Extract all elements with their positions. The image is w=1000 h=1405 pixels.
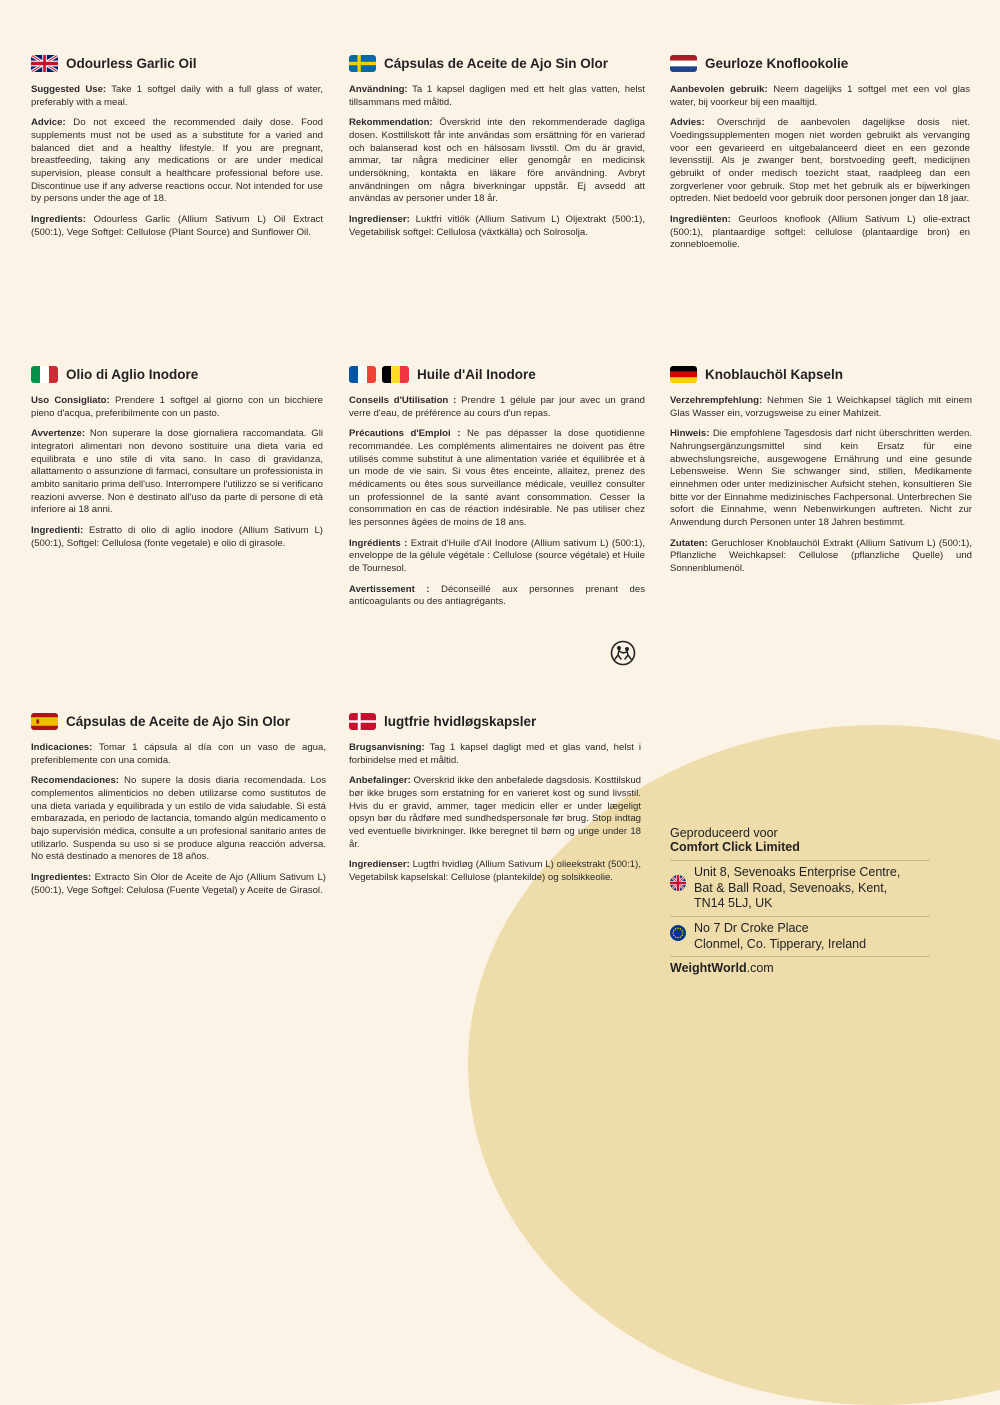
paragraph: Advice: Do not exceed the recommended daily dose. Food supplements must not be used as a substitute for a varied and balanced diet and a healthy lifestyle. If you are pregnant, breastfeeding, taking any medications or are under medical supervision, please consult a healthcare professional before use. Discontinue use if any adverse reactions occur. Not intended for use by persons under the age of 18.: [31, 117, 323, 205]
paragraph: Brugsanvisning: Tag 1 kapsel dagligt med et glas vand, helst i forbindelse med et måltid.: [349, 742, 641, 766]
paragraph: Advies: Overschrijd de aanbevolen dagelijkse dosis niet. Voedingssupplementen mogen niet worden gebruikt als vervanging voor een gevarieerd en uitgebalanceerd dieet en een gezonde levensstijl. Als je zwanger bent, borstvoeding geeft, medicijnen gebruikt of onder medisch toezicht staat, raadpleeg dan een zorgverlener voor gebruik. Stop met het gebruik als er bijwerkingen optreden. Niet bedoeld voor gebruik door personen jonger dan 18 jaar.: [670, 117, 970, 205]
paragraph: Uso Consigliato: Prendere 1 softgel al giorno con un bicchiere pieno d'acqua, preferibilmente con un pasto.: [31, 395, 324, 419]
producer-company: Comfort Click Limited: [670, 840, 800, 854]
section-title: Cápsulas de Aceite de Ajo Sin Olor: [66, 713, 291, 729]
germany-flag-icon: [670, 366, 697, 383]
section-title: Geurloze Knoflookolie: [705, 55, 849, 71]
eu-flag-icon: [670, 925, 686, 941]
address-line: No 7 Dr Croke Place: [694, 920, 809, 935]
paragraph: Ingredienser: Luktfri vitlök (Allium Sativum L) Oljextrakt (500:1), Vegetabilisk softgel: Cellulosa (växtkälla) och Solrosolja.: [349, 213, 645, 238]
paragraph: Recomendaciones: No supere la dosis diaria recomendada. Los complementos alimenticios no deben utilizarse como sustitutos de una dieta variada y equilibrada y un estilo de vida saludable. Si está embarazada, en periodo de lactancia, tomando algún medicamento o bajo supervisión médica, consulte a un profesional sanitario antes de utilizarlo. Suspenda su uso si se produce alguna reacción adversa. No está destinado a menores de 18 años.: [31, 775, 326, 863]
section-it: [31, 363, 323, 558]
paragraph: Suggested Use: Take 1 softgel daily with a full glass of water, preferably with a meal.: [31, 84, 323, 108]
address-line: Clonmel, Co. Tipperary, Ireland: [694, 936, 867, 951]
paragraph: Indicaciones: Tomar 1 cápsula al día con un vaso de agua, preferiblemente con una comida.: [31, 742, 326, 766]
paragraph: Hinweis: Die empfohlene Tagesdosis darf nicht überschritten werden. Nahrungsergänzungsmittel sind kein Ersatz für eine abwechslungsreiche, ausgewogene Ernährung und eine gesunde Lebensweise. Wenn Sie schwanger sind, stillen, Medikamente einnehmen oder unter medizinischer Aufsicht stehen, konsultieren Sie bitte vor der Einnahme medizinisches Fachpersonal. Unterbrechen Sie sofort die Einnahme, wenn Nebenwirkungen auftreten. Nicht zur Anwendung durch Personen unter 18 Jahren bestimmt.: [670, 428, 972, 528]
paragraph: Zutaten: Geruchloser Knoblauchöl Extrakt (Allium Sativum L) (500:1), Pflanzliche Weichkapsel: Cellulose (pflanzliche Quelle) und Sonnenblumenöl.: [670, 537, 972, 574]
paragraph: Användning: Ta 1 kapsel dagligen med ett helt glas vatten, helst tillsammans med måltid.: [349, 84, 645, 108]
address-line: Unit 8, Sevenoaks Enterprise Centre,: [694, 865, 901, 879]
paragraph: Ingredients: Odourless Garlic (Allium Sativum L) Oil Extract (500:1), Vege Softgel: Cellulose (Plant Source) and Sunflower Oil.: [31, 213, 323, 238]
paragraph: Avertissement : Déconseillé aux personnes prenant des anticoagulants ou des antiagrégants.: [349, 583, 646, 608]
section-title: Knoblauchöl Kapseln: [705, 366, 844, 382]
section-nl: [670, 52, 970, 260]
section-title: Huile d'Ail Inodore: [417, 366, 536, 382]
section-de: [670, 363, 972, 584]
section-dk: [349, 710, 641, 893]
address-line: Bat & Ball Road, Sevenoaks, Kent,: [694, 880, 888, 895]
paragraph: Anbefalinger: Overskrid ikke den anbefalede dagsdosis. Kosttilskud bør ikke bruges som erstatning for en varieret kost og sund livsstil. Hvis du er gravid, ammer, tager medicin eller er under lægeligt opsyn bør du rådføre med sundhedspersonale før brug. Stop indtag ved eventuelle bivirkninger. Ikke beregnet til børn og unge under 18 år.: [349, 775, 641, 850]
paragraph: Ingredientes: Extracto Sin Olor de Aceite de Ajo (Allium Sativum L) (500:1), Vege Softgel: Celulosa (Fuente Vegetal) y Aceite de Girasol.: [31, 871, 326, 896]
spain-flag-icon: [31, 713, 58, 730]
paragraph: Conseils d'Utilisation : Prendre 1 gélule par jour avec un grand verre d'eau, de préférence au cours d'un repas.: [349, 395, 646, 419]
section-title: Odourless Garlic Oil: [66, 55, 197, 71]
netherlands-flag-icon: [670, 55, 697, 72]
paragraph: Ingredienser: Lugtfri hvidløg (Allium Sativum L) olieekstrakt (500:1), Vegetabilsk kapselskal: Cellulose (plantekilde) og solsikkeolie.: [349, 859, 641, 883]
france-flag-icon: [349, 366, 376, 383]
section-title: Cápsulas de Aceite de Ajo Sin Olor: [384, 55, 609, 71]
section-uk: [31, 52, 323, 247]
paragraph: Ingrédients : Extrait d'Huile d'Ail Inodore (Allium sativum L) (500:1), enveloppe de la gélule végétale : Cellulose (source végétale) et Huile de Tournesol.: [349, 537, 645, 574]
brand-website: WeightWorld.com: [670, 956, 930, 975]
paragraph: Verzehrempfehlung: Nehmen Sie 1 Weichkapsel täglich mit einem Glas Wasser ein, vorzugsweise zu einer Mahlzeit.: [670, 395, 972, 419]
triman-recycling-icon: [610, 640, 636, 666]
address-line: TN14 5LJ, UK: [694, 896, 773, 911]
uk-flag-icon: [31, 55, 58, 72]
paragraph: Aanbevolen gebruik: Neem dagelijks 1 softgel met een vol glas water, bij voorkeur bij een maaltijd.: [670, 84, 970, 108]
address-ie: [670, 916, 930, 956]
paragraph: Rekommendation: Överskrid inte den rekommenderade dagliga dosen. Kosttillskott får inte användas som ersättning för en varierad och balanserad kost och en hälsosam livsstil. Om du är gravid, ammar, tar några mediciner eller genomgår en medicinsk undersökning, kontakta en läkare före användning. Avbryt användningen om några biverkningar uppstår. Ej avsedd att användas av personer under 18 år.: [349, 117, 645, 205]
section-se: [349, 52, 645, 247]
paragraph: Avvertenze: Non superare la dose giornaliera raccomandata. Gli integratori alimentari non devono sostituire una dieta varia ed equilibrata e uno stile di vita sano. In caso di gravidanza, allattamento o assunzione di farmaci, consultare un professionista in ambito sanitario prima dell'uso. Interrompere l'utilizzo se si verificano reazioni avverse. Non è destinato all'uso da parte di persone di età inferiore ai 18 anni.: [31, 428, 323, 516]
section-title: Olio di Aglio Inodore: [66, 366, 199, 382]
paragraph: Précautions d'Emploi : Ne pas dépasser la dose quotidienne recommandée. Les compléments alimentaires ne doivent pas être utilisés comme substitut à une alimentation variée et équilibrée et à un mode de vie sain. Si vous êtes enceinte, allaitez, prenez des médicaments ou êtes sous surveillance médicale, veuillez consulter un professionnel de la santé avant consommation. Cesser la consommation en cas de réaction indésirable. Ne pas utiliser chez les personnes âgées de moins de 18 ans.: [349, 428, 645, 528]
section-fr: [349, 363, 645, 617]
belgium-flag-icon: [382, 366, 409, 383]
address-uk: [670, 860, 930, 916]
section-title: lugtfrie hvidløgskapsler: [384, 713, 537, 729]
uk-flag-icon: [670, 875, 686, 891]
producer-label: Geproduceerd voor: [670, 826, 778, 840]
producer-info: [670, 826, 930, 975]
italy-flag-icon: [31, 366, 58, 383]
sweden-flag-icon: [349, 55, 376, 72]
section-es: [31, 710, 326, 905]
paragraph: Ingrediënten: Geurloos knoflook (Allium Sativum L) olie-extract (500:1), plantaardige softgel: cellulose (plantaardige bron) en zonnebloemolie.: [670, 213, 970, 251]
paragraph: Ingredienti: Estratto di olio di aglio inodore (Allium Sativum L) (500:1), Softgel: Cellulosa (fonte vegetale) e olio di girasole.: [31, 524, 323, 549]
denmark-flag-icon: [349, 713, 376, 730]
